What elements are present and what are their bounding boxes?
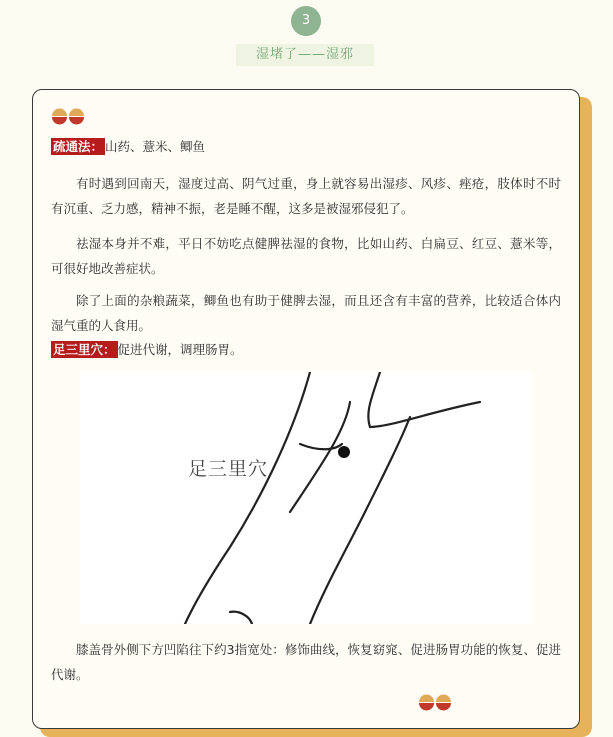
acupoint-row	[51, 338, 561, 362]
acupoint-effect: 促进代谢，调理肠胃。	[117, 342, 243, 357]
acupoint-illustration	[80, 372, 532, 624]
acupoint-tag: 足三里穴：	[53, 342, 116, 357]
diet-method-tag: 疏通法：	[53, 139, 104, 154]
paragraph-acupoint-location: 膝盖骨外侧下方凹陷往下约3指宽处：修饰曲线，恢复窈窕、促进肠胃功能的恢复、促进代谢。	[51, 642, 561, 682]
diet-foods: 山药、薏米、鲫鱼	[105, 139, 206, 154]
paragraph-damp-foods: 祛湿本身并不难，平日不妨吃点健脾祛湿的食物，比如山药、白扁豆、红豆、薏米等，可很好地改善症状。	[51, 236, 561, 276]
leg-drawing	[80, 372, 532, 624]
diet-method-row	[51, 135, 561, 159]
section-title: 湿堵了——湿邪	[236, 44, 374, 66]
section-number-badge: 3	[291, 6, 321, 36]
quote-open-icon	[51, 106, 85, 126]
illustration-label: 足三里穴	[188, 458, 269, 480]
quote-close-icon	[418, 692, 452, 712]
paragraph-damp-symptoms: 有时遇到回南天，湿度过高、阴气过重，身上就容易出湿疹、风疹、痤疮，肢体时不时有沉重、乏力感，精神不振，老是睡不醒，这多是被湿邪侵犯了。	[51, 176, 561, 216]
paragraph-crucian-carp: 除了上面的杂粮蔬菜，鲫鱼也有助于健脾去湿，而且还含有丰富的营养，比较适合体内湿气重的人食用。	[51, 293, 561, 333]
